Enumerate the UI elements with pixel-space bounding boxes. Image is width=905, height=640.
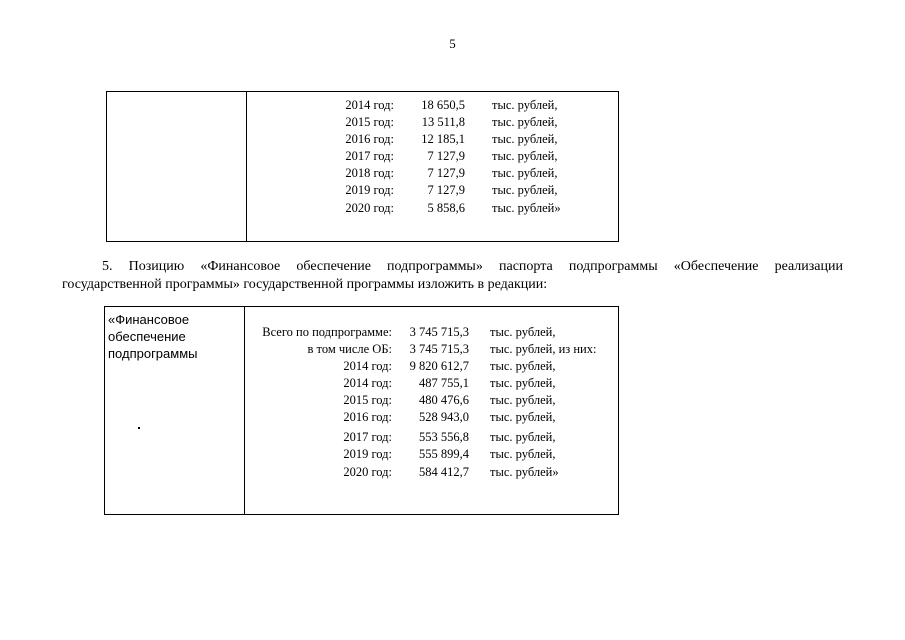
amount-value: 3 745 715,3 xyxy=(409,325,469,339)
amount-value: 480 476,6 xyxy=(419,393,469,407)
amount-value: 487 755,1 xyxy=(419,376,469,390)
amount-value: 18 650,5 xyxy=(421,98,465,112)
amount-value: 555 899,4 xyxy=(419,447,469,461)
table-row xyxy=(107,182,618,199)
year-label: 2019 год: xyxy=(343,447,392,461)
amendment-paragraph xyxy=(62,258,843,294)
table-row xyxy=(107,165,618,182)
table-row xyxy=(105,341,618,358)
amount-value: 3 745 715,3 xyxy=(409,342,469,356)
unit-label: тыс. рублей, xyxy=(490,359,556,373)
paragraph-line-2: государственной программы» государственной программы изложить в редакции: xyxy=(62,277,548,292)
amount-value: 13 511,8 xyxy=(421,115,465,129)
year-label: 2015 год: xyxy=(345,115,394,129)
unit-label: тыс. рублей, xyxy=(492,166,558,180)
unit-label: тыс. рублей, xyxy=(490,393,556,407)
year-label: 2017 год: xyxy=(345,149,394,163)
table-row xyxy=(105,392,618,409)
table-row xyxy=(107,200,618,217)
unit-label: тыс. рублей» xyxy=(492,201,561,215)
amount-value: 584 412,7 xyxy=(419,465,469,479)
unit-label: тыс. рублей, xyxy=(492,115,558,129)
table-row xyxy=(105,409,618,426)
year-label: 2016 год: xyxy=(343,410,392,424)
table-row xyxy=(107,131,618,148)
table-row xyxy=(107,148,618,165)
amount-value: 7 127,9 xyxy=(427,149,465,163)
table-row xyxy=(105,446,618,463)
table-row xyxy=(105,464,618,481)
year-label: 2016 год: xyxy=(345,132,394,146)
year-label: 2014 год: xyxy=(343,359,392,373)
amount-value: 12 185,1 xyxy=(421,132,465,146)
table-row xyxy=(105,375,618,392)
table-row xyxy=(105,358,618,375)
table-row xyxy=(107,97,618,114)
unit-label: тыс. рублей, xyxy=(490,325,556,339)
unit-label: тыс. рублей, xyxy=(492,183,558,197)
year-label: 2014 год: xyxy=(343,376,392,390)
unit-label: тыс. рублей, xyxy=(490,430,556,444)
unit-label: тыс. рублей» xyxy=(490,465,559,479)
year-label: 2020 год: xyxy=(343,465,392,479)
funding-table-continuation xyxy=(106,91,619,242)
year-label: 2020 год: xyxy=(345,201,394,215)
page-number: 5 xyxy=(449,36,456,51)
unit-label: тыс. рублей, xyxy=(490,447,556,461)
amount-value: 9 820 612,7 xyxy=(409,359,469,373)
year-label: Всего по подпрограмме: xyxy=(262,325,392,339)
year-label: 2014 год: xyxy=(345,98,394,112)
unit-label: тыс. рублей, xyxy=(490,376,556,390)
year-label: 2015 год: xyxy=(343,393,392,407)
paragraph-line-1: 5. Позицию «Финансовое обеспечение подпрограммы» паспорта подпрограммы «Обеспечение реализации xyxy=(102,259,843,274)
year-label: в том числе ОБ: xyxy=(307,342,392,356)
position-label-line: «Финансовое xyxy=(108,312,190,327)
position-label-line: обеспечение xyxy=(108,329,186,344)
scan-speck xyxy=(138,427,140,429)
year-label: 2018 год: xyxy=(345,166,394,180)
table-row xyxy=(105,324,618,341)
funding-table xyxy=(104,306,619,515)
unit-label: тыс. рублей, xyxy=(492,149,558,163)
year-label: 2017 год: xyxy=(343,430,392,444)
amount-value: 7 127,9 xyxy=(427,183,465,197)
unit-label: тыс. рублей, xyxy=(492,98,558,112)
position-label-line: подпрограммы xyxy=(108,346,198,361)
year-label: 2019 год: xyxy=(345,183,394,197)
table-row xyxy=(107,114,618,131)
amount-value: 7 127,9 xyxy=(427,166,465,180)
table-row xyxy=(105,429,618,446)
amount-value: 528 943,0 xyxy=(419,410,469,424)
unit-label: тыс. рублей, xyxy=(492,132,558,146)
unit-label: тыс. рублей, из них: xyxy=(490,342,597,356)
amount-value: 553 556,8 xyxy=(419,430,469,444)
unit-label: тыс. рублей, xyxy=(490,410,556,424)
amount-value: 5 858,6 xyxy=(427,201,465,215)
